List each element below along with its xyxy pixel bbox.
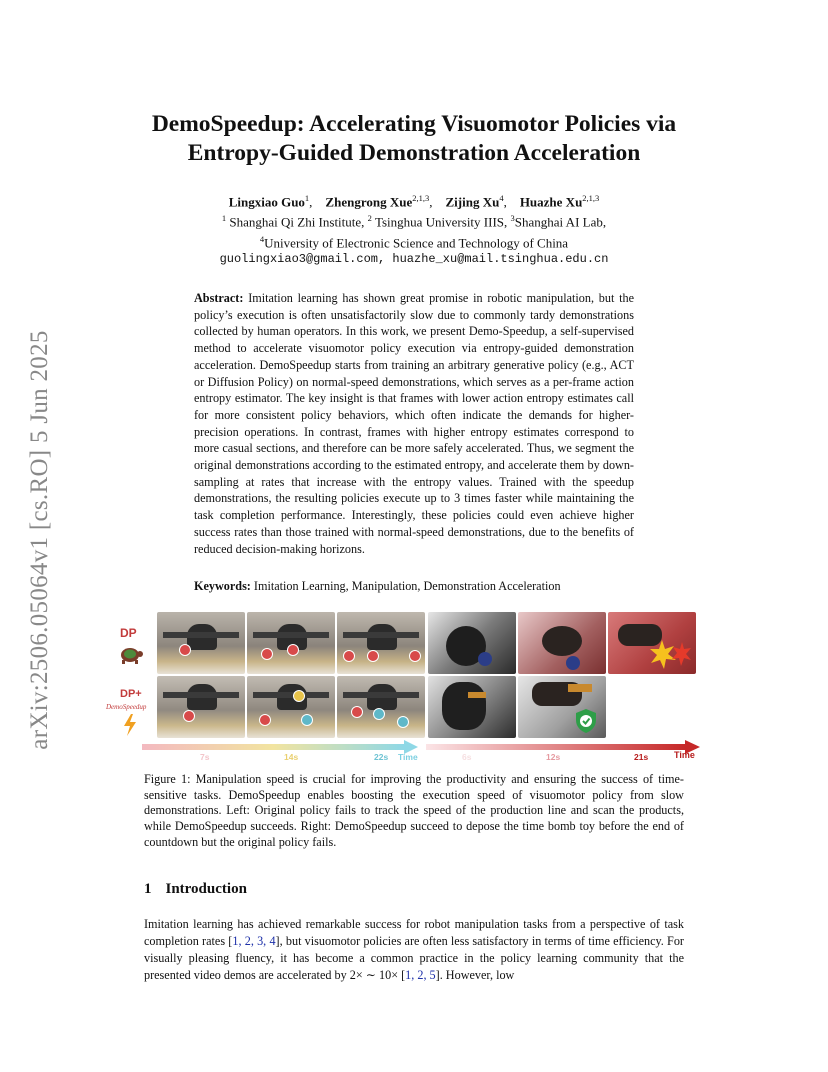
photo-dp-right-1	[428, 612, 516, 674]
left-timeline-bar	[142, 744, 404, 750]
title-line-1: DemoSpeedup: Accelerating Visuomotor Policies via	[151, 111, 677, 137]
left-tick-3: 22s	[374, 752, 389, 762]
figure-1	[106, 606, 712, 766]
affiliations-line-2: $^4$University of Electronic Science and Technology of China	[259, 233, 569, 250]
arxiv-sidebar-id	[20, 310, 60, 770]
left-axis-label: Time	[398, 752, 418, 762]
photo-dp-left-1	[157, 612, 245, 674]
row-label-dp: DP	[120, 626, 137, 640]
author-emails: guolingxiao3@gmail.com, huazhe_xu@mail.tsinghua.edu.cn	[219, 251, 609, 266]
citation-link-group-2[interactable]: 1, 2, 5	[405, 968, 436, 982]
citation-link-group-1[interactable]: 1, 2, 3, 4	[232, 934, 276, 948]
left-tick-2: 14s	[284, 752, 299, 762]
right-tick-3: 21s	[634, 752, 649, 762]
check-shield-icon	[574, 708, 598, 734]
author-4: Huazhe Xu	[519, 194, 583, 210]
section-heading-introduction	[144, 881, 247, 898]
right-timeline-bar	[426, 744, 686, 750]
photo-dpplus-left-2	[247, 676, 335, 738]
photo-dp-left-2	[247, 612, 335, 674]
introduction-paragraph: Imitation learning has achieved remarkable success for robot manipulation tasks from a perspective of task completion rates [1, 2, 3, 4], but visuomotor policies are often less satisfactory in terms of time efficiency. For visually pleasing fluency, it has become a common practice in the policy learning community that the presented video demos are accelerated by 2× ∼ 10× [1, 2, 5]. However, low	[144, 917, 684, 982]
right-tick-2: 12s	[546, 752, 561, 762]
photo-dpplus-right-2	[518, 676, 606, 738]
keywords-text: Imitation Learning, Manipulation, Demonstration Acceleration	[253, 579, 561, 593]
figure-1-caption: Figure 1: Manipulation speed is crucial for improving the productivity and ensuring the success of time-sensitive tasks. DemoSpeedup enables boosting the execution speed of visuomotor policy from slow demonstrations. Left: Original policy fails to track the speed of the production line and scan the products, while DemoSpeedup succeeds. Right: DemoSpeedup succeed to depose the time bomb toy before the end of countdown but the original policy fails.	[144, 772, 684, 849]
author-names: Lingxiao Guo$^1$, Zhengrong Xue$^{2,1,3}$, Zijing Xu$^4$, Huazhe Xu$^{2,1,3}$	[228, 193, 600, 210]
section-title: Introduction	[165, 881, 247, 897]
row-label-dp-plus: DP+	[120, 688, 142, 700]
left-tick-1: 7s	[200, 752, 210, 762]
timeline-arrows	[142, 738, 712, 764]
photo-dp-right-2	[518, 612, 606, 674]
author-1: Lingxiao Guo	[228, 194, 305, 210]
abstract-text: Imitation learning has shown great promise in robotic manipulation, but the policy’s execution is often unsatisfactorily slow due to commonly tardy demonstrations collected by human operators. In this work, we present Demo-Speedup, a self-supervised method to accelerate visuomotor policy execution via entropy-guided demonstration acceleration. DemoSpeedup starts from training an arbitrary generative policy (e.g., ACT or Diffusion Policy) on normal-speed demonstrations, which serves as a per-frame action entropy estimator. The key insight is that frames with lower action entropy estimates call for more consistent policy behaviors, which often indicate the demands for higher-precision operations. In contrast, frames with higher entropy estimates correspond to more casual sections, and therefore can be more safely accelerated. Thus, we segment the original demonstrations according to the estimated entropy, and accelerate them by down-sampling at rates that increase with the entropy values. Trained with the speedup demonstrations, the resulting policies execute up to 3 times faster while maintaining the task completion performance. Interestingly, these policies could even achieve higher success rates than those trained with normal-speed demonstrations, due to the benefits of reduced decision-making horizons.	[194, 291, 634, 556]
paper-title	[120, 110, 708, 168]
affiliations-line-1: $^1$ Shanghai Qi Zhi Institute, $^2$ Tsinghua University IIIS, $^3$Shanghai AI Lab,	[221, 213, 607, 230]
arxiv-id-text: arXiv:2506.05064v1 [cs.RO] 5 Jun 2025	[26, 330, 53, 750]
abstract	[194, 290, 634, 557]
photo-dp-left-3	[337, 612, 425, 674]
photo-dp-right-3	[608, 612, 696, 674]
keywords-label: Keywords:	[194, 579, 251, 593]
right-tick-1: 6s	[462, 752, 472, 762]
lightning-icon	[122, 714, 138, 736]
abstract-label: Abstract:	[194, 291, 244, 305]
section-number: 1	[144, 881, 152, 897]
right-axis-label: Time	[674, 750, 695, 760]
author-2: Zhengrong Xue	[325, 194, 413, 210]
keywords	[194, 579, 634, 594]
photo-dpplus-right-1	[428, 676, 516, 738]
turtle-icon	[116, 642, 144, 666]
photo-dpplus-left-1	[157, 676, 245, 738]
title-line-2: Entropy-Guided Demonstration Acceleration	[187, 140, 641, 166]
row-sublabel-demospeedup: DemoSpeedup	[106, 703, 147, 711]
explosion-icon	[648, 638, 692, 672]
author-3: Zijing Xu	[445, 194, 500, 210]
author-block	[120, 190, 708, 268]
photo-dpplus-left-3	[337, 676, 425, 738]
